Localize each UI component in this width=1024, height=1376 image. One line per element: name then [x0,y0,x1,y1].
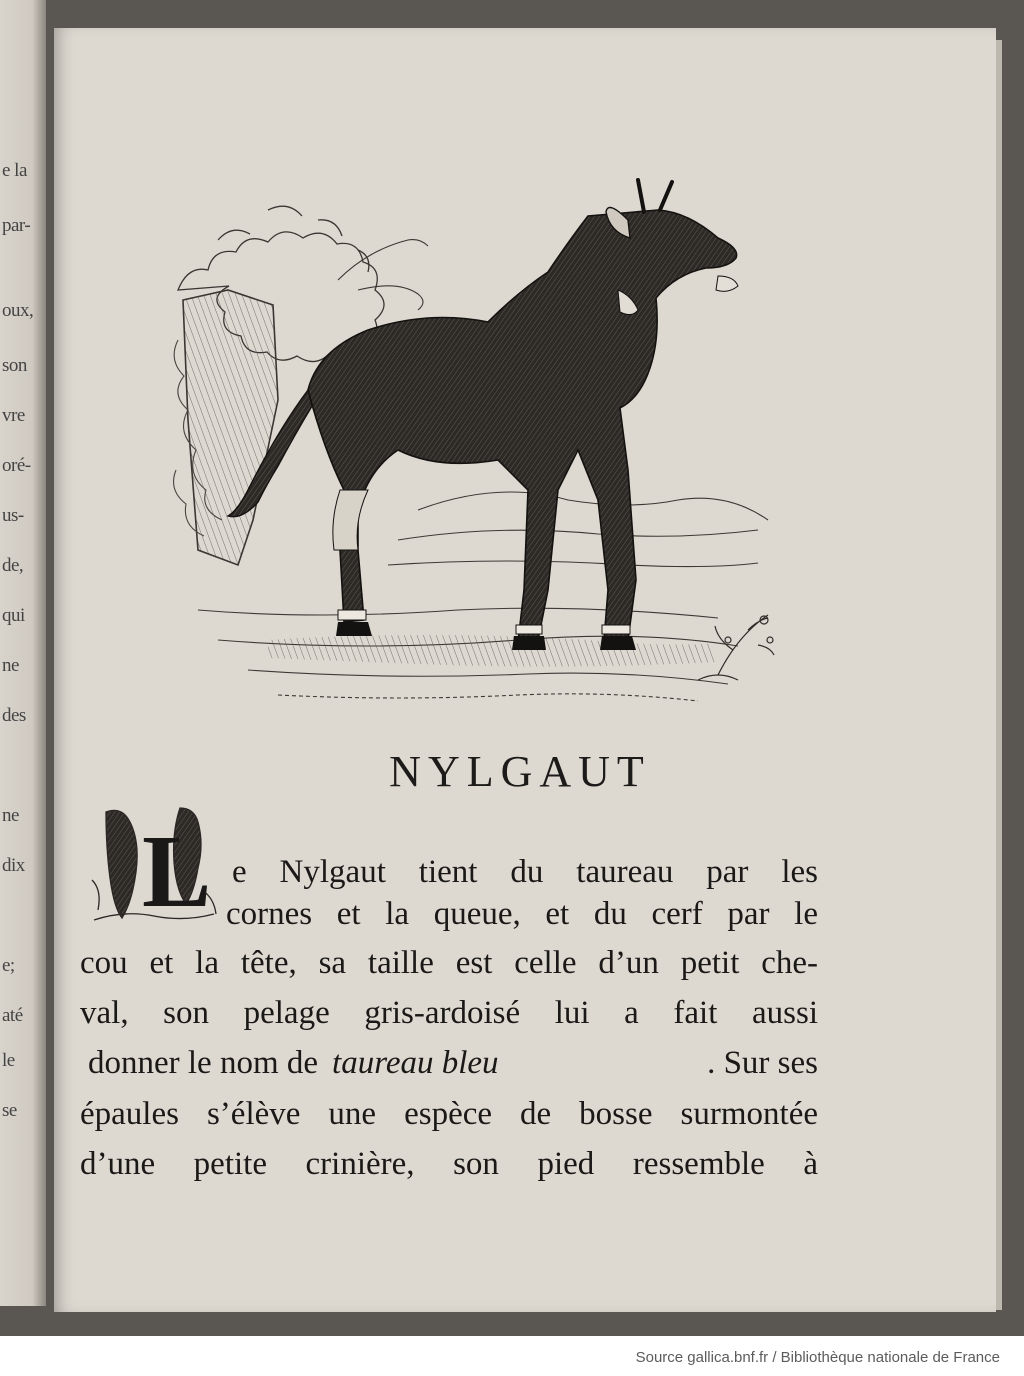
margin-fragment: par- [2,215,31,236]
text-line-3: cou et la tête, sa taille est celle d’un petit che- [80,945,818,981]
ground [198,492,768,701]
dropcap-vignette [84,800,224,930]
text-line-6: épaules s’élève une espèce de bosse surmontée [80,1096,818,1132]
margin-fragment: qui [2,605,25,626]
nylgaut-illustration [158,170,778,715]
margin-fragment: até [2,1005,23,1026]
source-credit: Source gallica.bnf.fr / Bibliothèque nationale de France [635,1349,1000,1366]
dropcap-letter: L [142,814,212,929]
chapter-title: NYLGAUT [389,747,651,796]
text-line-5-end: . Sur ses [707,1045,818,1081]
margin-fragment: oux, [2,300,34,321]
margin-fragment: se [2,1100,17,1121]
margin-fragment: ne [2,655,19,676]
nilgai [228,180,738,650]
margin-fragment: us- [2,505,24,526]
margin-fragment: ne [2,805,19,826]
page-edge [996,40,1002,1310]
tree-trunk [183,290,278,565]
text-line-7: d’une petite crinière, son pied ressemble à [80,1146,818,1182]
margin-fragment: de, [2,555,24,576]
margin-fragment: e la [2,160,27,181]
margin-fragment: vre [2,405,25,426]
text-line-4: val, son pelage gris-ardoisé lui a fait aussi [80,995,818,1031]
italic-phrase: taureau bleu [332,1045,499,1081]
text-line-5-start: donner le nom de [88,1045,319,1081]
margin-fragment: son [2,355,27,376]
text-line-5 [88,1045,818,1082]
margin-fragment: des [2,705,26,726]
margin-fragment: le [2,1050,15,1071]
margin-fragment: e; [2,955,15,976]
margin-fragment: oré- [2,455,31,476]
margin-fragment: dix [2,855,25,876]
text-line-2: cornes et la queue, et du cerf par le [226,896,818,932]
text-line-1: e Nylgaut tient du taureau par les [232,854,818,890]
